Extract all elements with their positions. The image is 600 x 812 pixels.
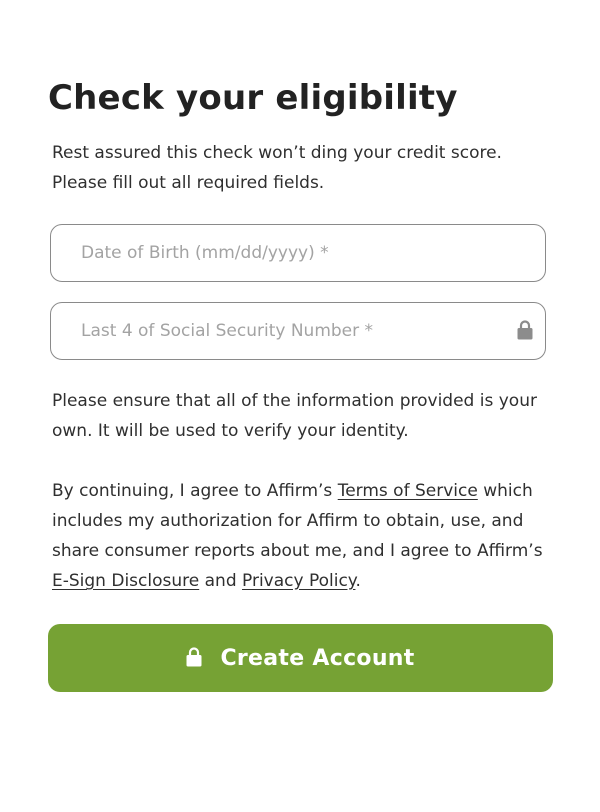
create-account-button[interactable] (48, 624, 553, 692)
intro-line-credit: Rest assured this check won’t ding your credit score. (52, 143, 502, 163)
dob-field[interactable] (50, 224, 546, 282)
privacy-policy-link[interactable]: Privacy Policy (242, 571, 356, 591)
consent-period: . (355, 571, 361, 591)
ssn-field[interactable] (50, 302, 546, 360)
consent-text (52, 476, 562, 596)
dob-input[interactable] (81, 225, 501, 281)
consent-and: and (199, 571, 243, 591)
intro-line-required: Please fill out all required fields. (52, 173, 325, 193)
esign-disclosure-link[interactable]: E-Sign Disclosure (52, 571, 200, 591)
lock-icon (517, 320, 533, 340)
ssn-input[interactable] (81, 303, 501, 359)
terms-of-service-link[interactable]: Terms of Service (337, 481, 478, 501)
consent-text-middle: which includes my authorization for Affirm to obtain, use, and share consumer reports about me, and I agree to Affirm’s (52, 481, 543, 561)
identity-notice: Please ensure that all of the information provided is your own. It will be used to verify your identity. (52, 391, 537, 441)
page-title: Check your eligibility (48, 78, 458, 118)
intro-text (52, 138, 552, 198)
lock-icon (186, 647, 202, 667)
create-account-label: Create Account (220, 645, 415, 671)
consent-text-before: By continuing, I agree to Affirm’s (52, 481, 338, 501)
